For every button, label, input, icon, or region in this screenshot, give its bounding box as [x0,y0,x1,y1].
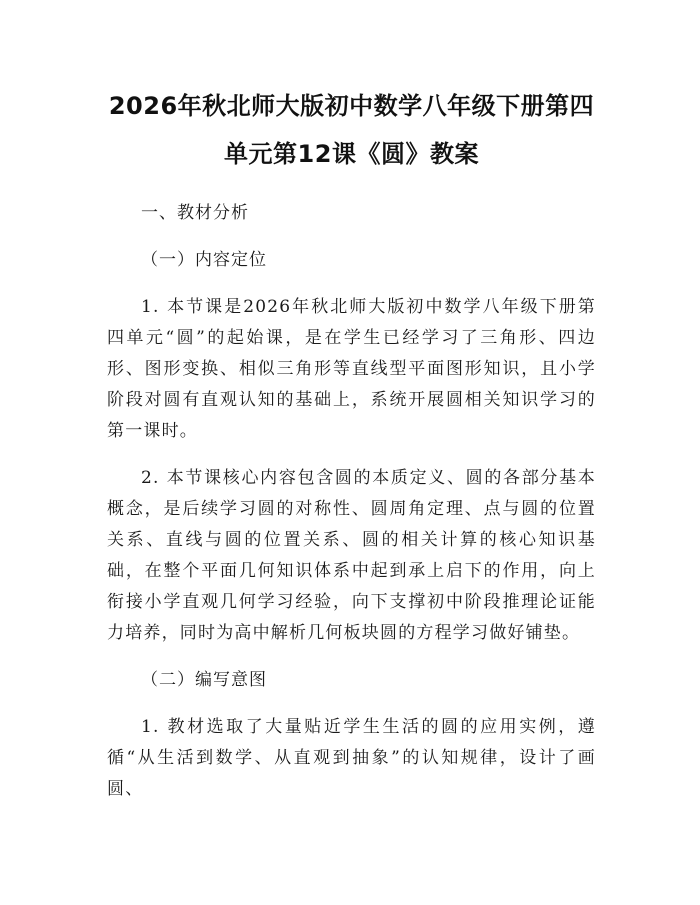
paragraph: 1. 本节课是2026年秋北师大版初中数学八年级下册第四单元“圆”的起始课，是在学生已经学习了三角形、四边形、图形变换、相似三角形等直线型平面图形知识，且小学阶段对圆有直观认知的基础上，系统开展圆相关知识学习的第一课时。 [107,297,596,441]
title-line-2: 单元第12课《圆》教案 [224,140,479,168]
section-heading-textbook-analysis: 一、教材分析 [141,203,249,223]
document-title [107,0,596,178]
paragraph: 1. 教材选取了大量贴近学生生活的圆的应用实例，遵循“从生活到数学、从直观到抽象”的认知规律，设计了画圆、 [107,717,596,799]
paragraph: 2. 本节课核心内容包含圆的本质定义、圆的各部分基本概念，是后续学习圆的对称性、圆周角定理、点与圆的位置关系、直线与圆的位置关系、圆的相关计算的核心知识基础，在整个平面几何知识体系中起到承上启下的作用，向上衔接小学直观几何学习经验，向下支撑初中阶段推理论证能力培养，同时为高中解析几何板块圆的方程学习做好铺垫。 [107,468,596,643]
document-body [107,198,596,805]
title-line-1: 2026年秋北师大版初中数学八年级下册第四 [108,92,595,120]
subsection-heading-content-positioning: （一）内容定位 [141,250,267,270]
subsection-heading-writing-intent: （二）编写意图 [141,670,267,690]
